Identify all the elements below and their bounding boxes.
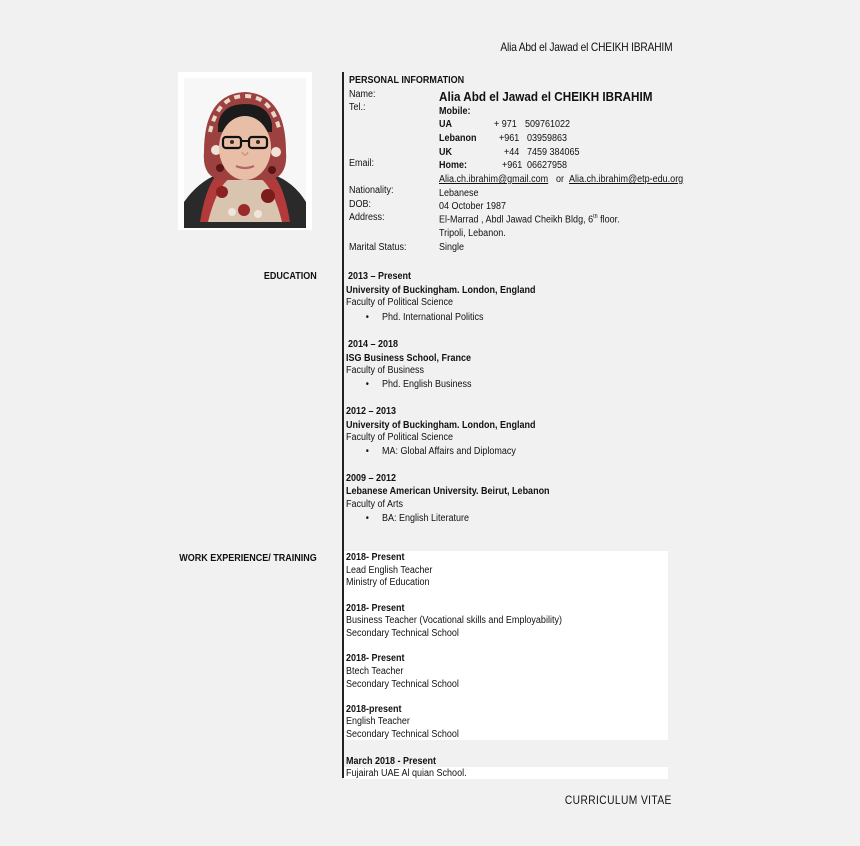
work-org: Secondary Technical School: [346, 628, 459, 639]
phone-code: +961: [502, 160, 523, 171]
education-degree: • Phd. International Politics: [382, 312, 484, 323]
education-institution: University of Buckingham. London, England: [346, 420, 536, 431]
address-line-1: [439, 214, 620, 225]
profile-photo: [178, 72, 312, 230]
work-role: Btech Teacher: [346, 666, 404, 677]
phone-code: +44: [504, 147, 520, 158]
address-floor-ordinal: th: [593, 214, 598, 220]
phone-country: Lebanon: [439, 133, 477, 144]
phone-code: +961: [499, 133, 520, 144]
phone-code: + 971: [494, 119, 517, 130]
address-line-2: Tripoli, Lebanon.: [439, 228, 506, 239]
education-faculty: Faculty of Arts: [346, 499, 404, 510]
phone-number: 509761022: [525, 119, 571, 130]
work-label: WORK EXPERIENCE/ TRAINING: [179, 553, 317, 564]
phone-number: 7459 384065: [527, 147, 580, 158]
education-degree: • BA: English Literature: [382, 513, 469, 524]
dob-value: 04 October 1987: [439, 201, 507, 212]
nationality-value: Lebanese: [439, 188, 479, 199]
education-degree: • Phd. English Business: [382, 379, 472, 390]
education-faculty: Faculty of Business: [346, 365, 425, 376]
phone-country: UA: [439, 119, 453, 130]
work-org: Secondary Technical School: [346, 729, 459, 740]
work-role: Fujairah UAE Al quian School.: [346, 768, 467, 779]
education-years: 2009 – 2012: [346, 473, 397, 484]
education-years: 2013 – Present: [348, 271, 412, 282]
education-institution: University of Buckingham. London, England: [346, 285, 536, 296]
email-label: Email:: [349, 158, 375, 169]
personal-heading: PERSONAL INFORMATION: [349, 75, 465, 86]
education-faculty: Faculty of Political Science: [346, 297, 454, 308]
address-line-1-main: El-Marrad , Abdl Jawad Cheikh Bldg, 6: [439, 214, 594, 226]
dob-label: DOB:: [349, 199, 372, 210]
phone-number: 06627958: [527, 160, 568, 171]
email-link-gmail[interactable]: Alia.ch.ibrahim@gmail.com: [439, 174, 549, 185]
work-years: 2018- Present: [346, 603, 405, 614]
phone-country: Home:: [439, 160, 468, 171]
phone-country: UK: [439, 147, 453, 158]
footer-title: CURRICULUM VITAE: [565, 793, 672, 807]
name-value: Alia Abd el Jawad el CHEIKH IBRAHIM: [439, 89, 653, 104]
name-label: Name:: [349, 89, 376, 100]
work-years: March 2018 - Present: [346, 756, 437, 767]
education-faculty: Faculty of Political Science: [346, 432, 454, 443]
work-years: 2018- Present: [346, 552, 405, 563]
work-role: English Teacher: [346, 716, 410, 727]
work-role: Lead English Teacher: [346, 565, 433, 576]
work-org: Secondary Technical School: [346, 679, 459, 690]
phone-number: 03959863: [527, 133, 568, 144]
education-degree: • MA: Global Affairs and Diplomacy: [382, 446, 516, 457]
education-years: 2014 – 2018: [348, 339, 399, 350]
education-label: EDUCATION: [264, 271, 317, 282]
marital-value: Single: [439, 242, 465, 253]
work-role: Business Teacher (Vocational skills and Employability): [346, 615, 562, 626]
education-institution: ISG Business School, France: [346, 353, 472, 364]
work-years: 2018- Present: [346, 653, 405, 664]
education-years: 2012 – 2013: [346, 406, 397, 417]
work-org: Ministry of Education: [346, 577, 430, 588]
address-label: Address:: [349, 212, 385, 223]
education-institution: Lebanese American University. Beirut, Lebanon: [346, 486, 550, 497]
header-name: Alia Abd el Jawad el CHEIKH IBRAHIM: [499, 40, 672, 54]
marital-label: Marital Status:: [349, 242, 407, 253]
email-link-etp[interactable]: Alia.ch.ibrahim@etp-edu.org: [569, 174, 684, 185]
nationality-label: Nationality:: [349, 185, 394, 196]
email-or: or: [556, 174, 565, 185]
address-line-1-end: floor.: [597, 214, 620, 226]
mobile-label: Mobile:: [439, 106, 471, 117]
work-years: 2018-present: [346, 704, 402, 715]
tel-label: Tel.:: [349, 102, 366, 113]
